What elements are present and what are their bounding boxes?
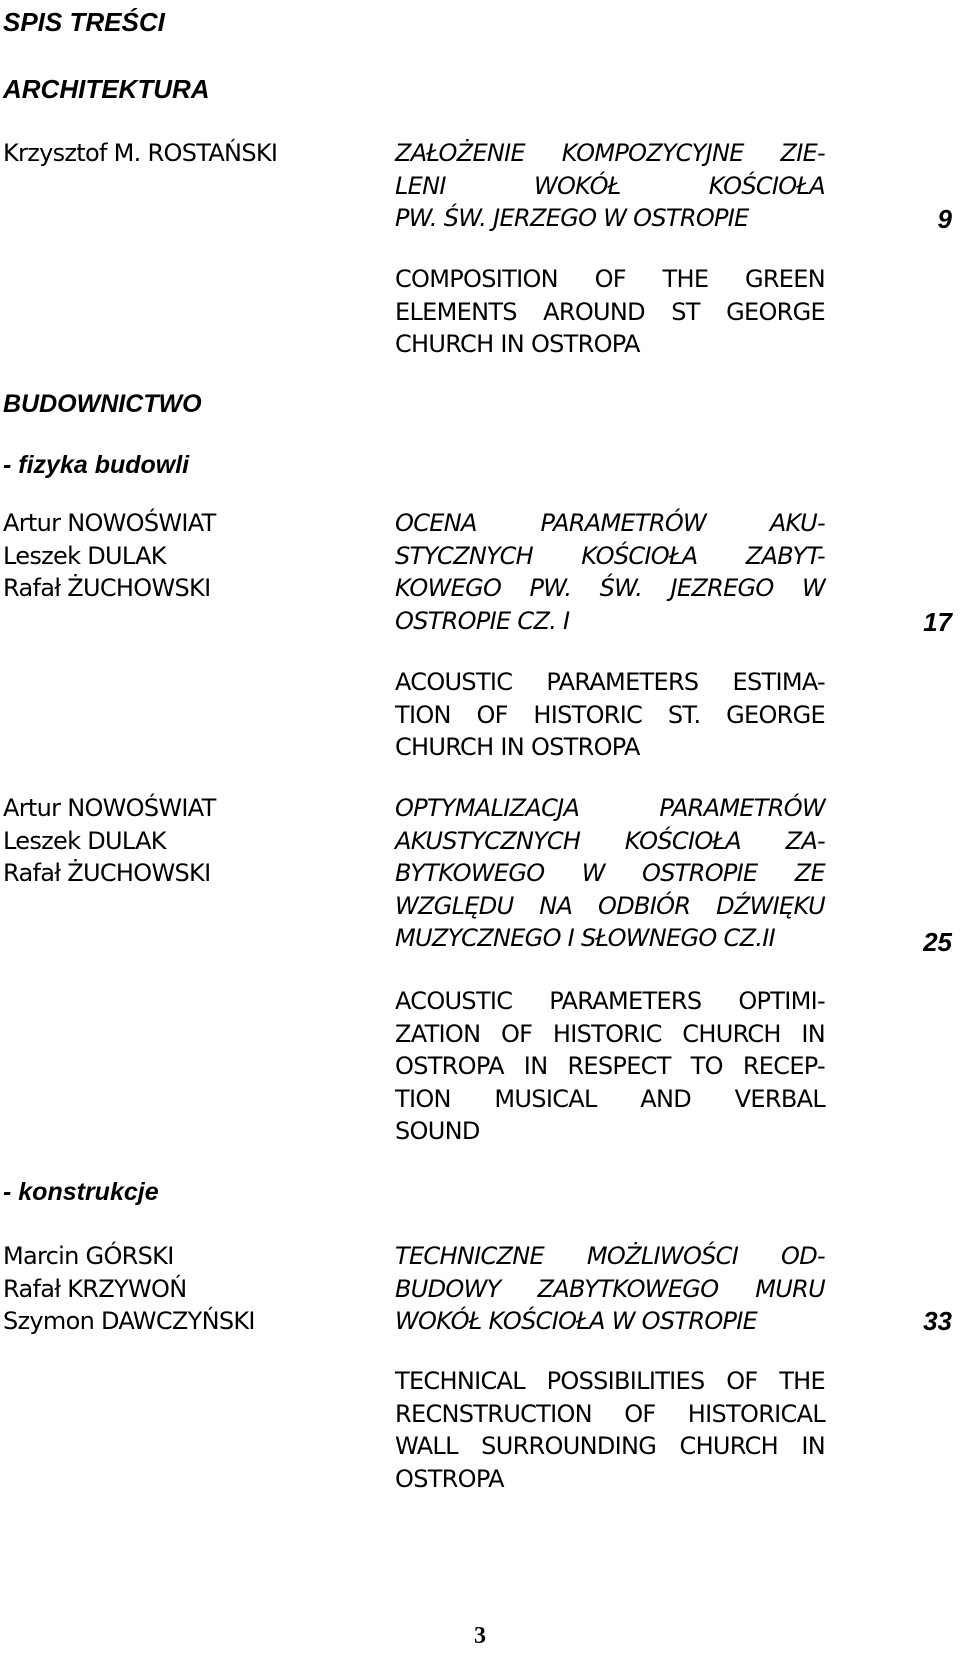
entry-4-english-title [395,1365,825,1495]
english-line: RECNSTRUCTION OF HISTORICAL [395,1399,825,1428]
english-line: OSTROPA IN RESPECT TO RECEP- [395,1052,825,1080]
english-line: SOUND [395,1117,480,1145]
entry-2-authors [3,507,333,605]
title-line: TECHNICZNE MOŻLIWOŚCI OD- [395,1242,825,1270]
entry-4-page-number[interactable]: 33 [923,1306,952,1336]
author-name: Artur NOWOŚWIAT [3,794,216,822]
entry-4-authors [3,1240,333,1338]
english-line: CHURCH IN OSTROPA [395,733,640,761]
author-name: Marcin GÓRSKI [3,1242,174,1270]
title-line: STYCZNYCH KOŚCIOŁA ZABYT- [395,541,825,570]
entry-2-page-number[interactable]: 17 [923,607,952,637]
entry-3-page-number[interactable]: 25 [923,927,952,957]
construction-heading: BUDOWNICTWO [3,390,202,418]
entry-2-title[interactable] [395,507,825,637]
footer-page-number: 3 [474,1623,486,1649]
english-line: COMPOSITION OF THE GREEN [395,265,825,293]
english-line: ELEMENTS AROUND ST GEORGE [395,297,825,326]
title-line: WZGLĘDU NA ODBIÓR DŹWIĘKU [395,891,825,920]
author-name: Rafał ŻUCHOWSKI [3,859,211,887]
toc-heading: SPIS TREŚCI [3,7,165,37]
entry-4-title[interactable] [395,1240,825,1338]
author-name: Krzysztof M. ROSTAŃSKI [3,139,278,167]
title-line: OCENA PARAMETRÓW AKU- [395,509,825,537]
building-physics-heading: - fizyka budowli [3,451,190,479]
author-name: Szymon DAWCZYŃSKI [3,1307,255,1335]
title-line: ZAŁOŻENIE KOMPOZYCYJNE ZIE- [395,139,825,167]
entry-1-title[interactable] [395,137,825,235]
entry-3-authors [3,792,333,890]
architecture-heading: ARCHITEKTURA [3,74,210,104]
english-line: ACOUSTIC PARAMETERS OPTIMI- [395,987,825,1015]
title-line: OSTROPIE CZ. I [395,606,570,635]
english-line: TECHNICAL POSSIBILITIES OF THE [395,1367,825,1395]
title-line: BUDOWY ZABYTKOWEGO MURU [395,1274,825,1303]
title-line: KOWEGO PW. ŚW. JEZREGO W [395,574,825,602]
entry-1-english-title [395,263,825,361]
entry-1-page-number[interactable]: 9 [937,204,952,234]
title-line: LENI WOKÓŁ KOŚCIOŁA [395,171,825,200]
english-line: ACOUSTIC PARAMETERS ESTIMA- [395,668,825,696]
title-line: WOKÓŁ KOŚCIOŁA W OSTROPIE [395,1307,758,1335]
english-line: CHURCH IN OSTROPA [395,330,640,358]
title-line: OPTYMALIZACJA PARAMETRÓW [395,794,825,822]
english-line: OSTROPA [395,1464,504,1493]
entry-3-english-title [395,985,825,1148]
title-line: AKUSTYCZNYCH KOŚCIOŁA ZA- [395,826,825,855]
english-line: WALL SURROUNDING CHURCH IN [395,1432,825,1460]
author-name: Leszek DULAK [3,541,166,570]
title-line: BYTKOWEGO W OSTROPIE ZE [395,859,825,887]
english-line: ZATION OF HISTORIC CHURCH IN [395,1019,825,1048]
author-name: Leszek DULAK [3,826,166,855]
entry-1-authors [3,137,333,170]
author-name: Artur NOWOŚWIAT [3,509,216,537]
title-line: MUZYCZNEGO I SŁOWNEGO CZ.II [395,924,776,952]
english-line: TION OF HISTORIC ST. GEORGE [395,700,825,729]
english-line: TION MUSICAL AND VERBAL [395,1084,825,1113]
title-line: PW. ŚW. JERZEGO W OSTROPIE [395,204,749,232]
author-name: Rafał KRZYWOŃ [3,1274,187,1303]
structures-heading: - konstrukcje [3,1178,159,1206]
entry-3-title[interactable] [395,792,825,955]
entry-2-english-title [395,666,825,764]
author-name: Rafał ŻUCHOWSKI [3,574,211,602]
